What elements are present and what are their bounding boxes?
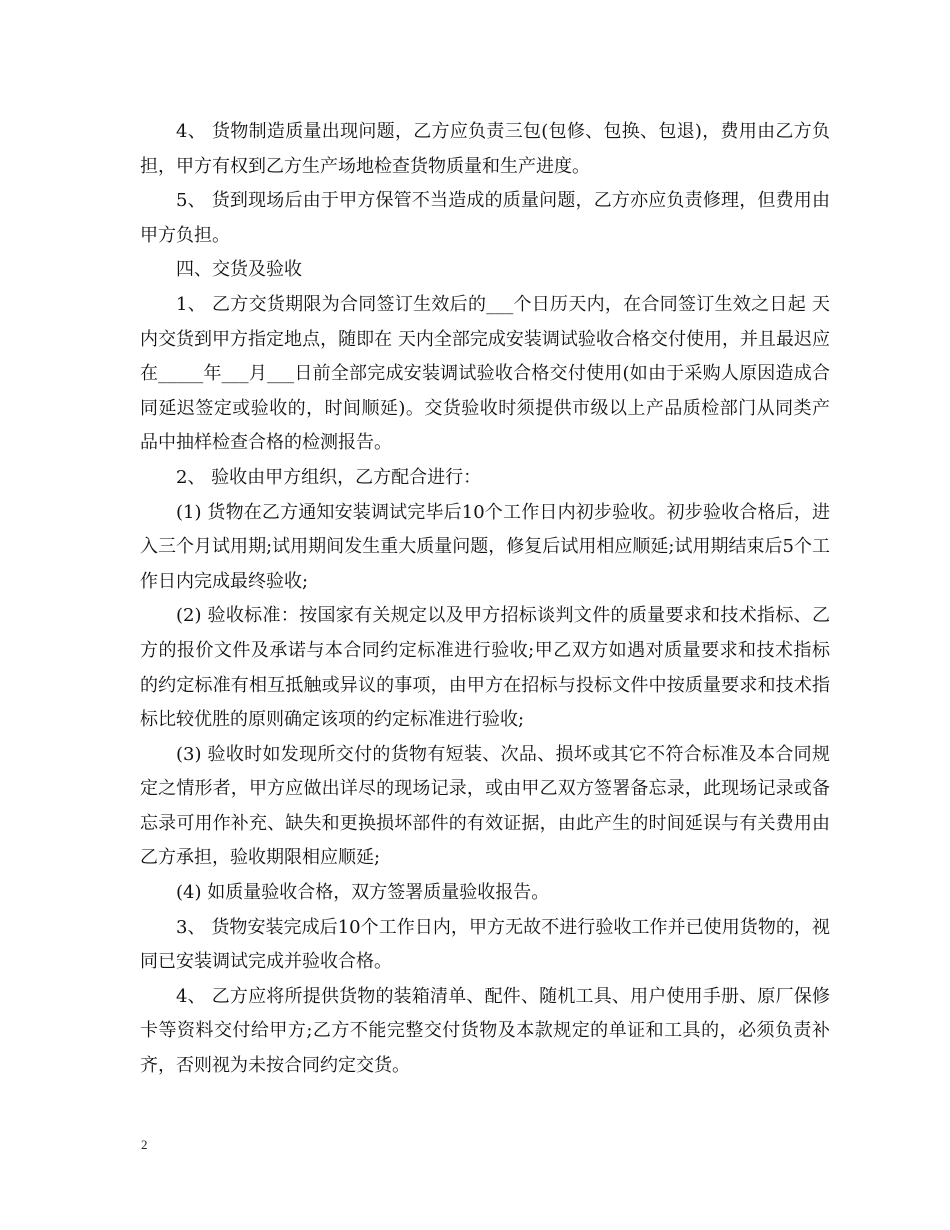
paragraph-deemed-acceptance: 3、 货物安装完成后10个工作日内，甲方无故不进行验收工作并已使用货物的，视同已安装调试完成并验收合格。 bbox=[140, 916, 830, 973]
paragraph-initial-acceptance: (1) 货物在乙方通知安装调试完毕后10个工作日内初步验收。初步验收合格后，进入三个月试用期;试用期间发生重大质量问题，修复后试用相应顺延;试用期结束后5个工作日内完成最终验收; bbox=[140, 501, 830, 592]
section-heading-delivery-acceptance: 四、交货及验收 bbox=[176, 259, 302, 281]
page-number: 2 bbox=[141, 1137, 148, 1152]
paragraph-acceptance-organization: 2、 验收由甲方组织，乙方配合进行： bbox=[176, 466, 482, 488]
paragraph-acceptance-standard: (2) 验收标准：按国家有关规定以及甲方招标谈判文件的质量要求和技术指标、乙方的报价文件及承诺与本合同约定标准进行验收;甲乙双方如遇对质量要求和技术指标的约定标准有相互抵触或异议的事项，由甲方在招标与投标文件中按质量要求和技术指标比较优胜的原则确定该项的约定标准进行验收; bbox=[140, 605, 830, 731]
paragraph-acceptance-report: (4) 如质量验收合格，双方签署质量验收报告。 bbox=[176, 882, 550, 904]
paragraph-storage-damage: 5、 货到现场后由于甲方保管不当造成的质量问题，乙方亦应负责修理，但费用由甲方负担。 bbox=[140, 190, 830, 246]
document-body bbox=[140, 115, 830, 1084]
paragraph-quality-warranty: 4、 货物制造质量出现问题，乙方应负责三包(包修、包换、包退)，费用由乙方负担，甲方有权到乙方生产场地检查货物质量和生产进度。 bbox=[140, 121, 830, 177]
paragraph-documents-delivery: 4、 乙方应将所提供货物的装箱清单、配件、随机工具、用户使用手册、原厂保修卡等资料交付给甲方;乙方不能完整交付货物及本款规定的单证和工具的，必须负责补齐，否则视为未按合同约定交货。 bbox=[140, 985, 830, 1077]
paragraph-defect-record: (3) 验收时如发现所交付的货物有短装、次品、损坏或其它不符合标准及本合同规定之情形者，甲方应做出详尽的现场记录，或由甲乙双方签署备忘录，此现场记录或备忘录可用作补充、缺失和更换损坏部件的有效证据，由此产生的时间延误与有关费用由乙方承担，验收期限相应顺延; bbox=[140, 743, 830, 869]
paragraph-delivery-deadline: 1、 乙方交货期限为合同签订生效后的___个日历天内，在合同签订生效之日起 天内交货到甲方指定地点，随即在 天内全部完成安装调试验收合格交付使用，并且最迟应在_____年___月___日前全部完成安装调试验收合格交付使用(如由于采购人原因造成合同延迟签定或验收的，时间顺延)。交货验收时须提供市级以上产品质检部门从同类产品中抽样检查合格的检测报告。 bbox=[140, 293, 830, 454]
